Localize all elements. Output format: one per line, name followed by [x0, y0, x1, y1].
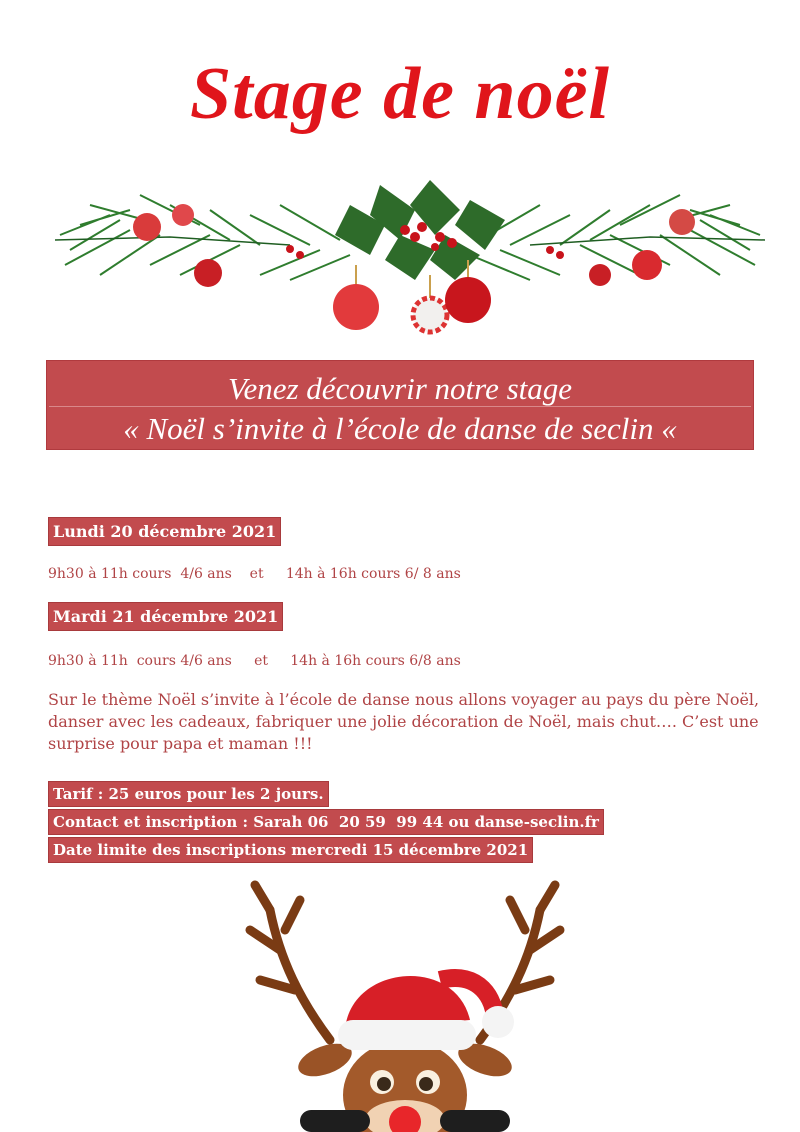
banner-divider: [49, 406, 751, 407]
christmas-garland-illustration: [50, 165, 770, 335]
reindeer-illustration: [240, 870, 570, 1132]
day-2-schedule: 9h30 à 11h cours 4/6 ans et 14h à 16h cours 6/8 ans: [48, 653, 461, 669]
description-paragraph: Sur le thème Noël s’invite à l’école de danse nous allons voyager au pays du père Noël, danser avec les cadeaux, fabriquer une jolie décoration de Noël, mais chut…. C’est une surprise pour papa et maman !!!: [48, 690, 760, 753]
page-title: Stage de noël: [190, 53, 610, 135]
banner-line-1: Venez découvrir notre stage: [227, 371, 573, 406]
deadline-info: Date limite des inscriptions mercredi 15 décembre 2021: [48, 837, 533, 863]
day-1-date: Lundi 20 décembre 2021: [48, 517, 281, 546]
stage-banner: [46, 360, 754, 450]
day-2-date: Mardi 21 décembre 2021: [48, 602, 283, 631]
contact-info: Contact et inscription : Sarah 06 20 59 99 44 ou danse-seclin.fr: [48, 809, 604, 835]
tarif-info: Tarif : 25 euros pour les 2 jours.: [48, 781, 329, 807]
banner-line-2: « Noël s’invite à l’école de danse de seclin «: [123, 411, 677, 446]
day-1-schedule: 9h30 à 11h cours 4/6 ans et 14h à 16h cours 6/ 8 ans: [48, 566, 461, 582]
